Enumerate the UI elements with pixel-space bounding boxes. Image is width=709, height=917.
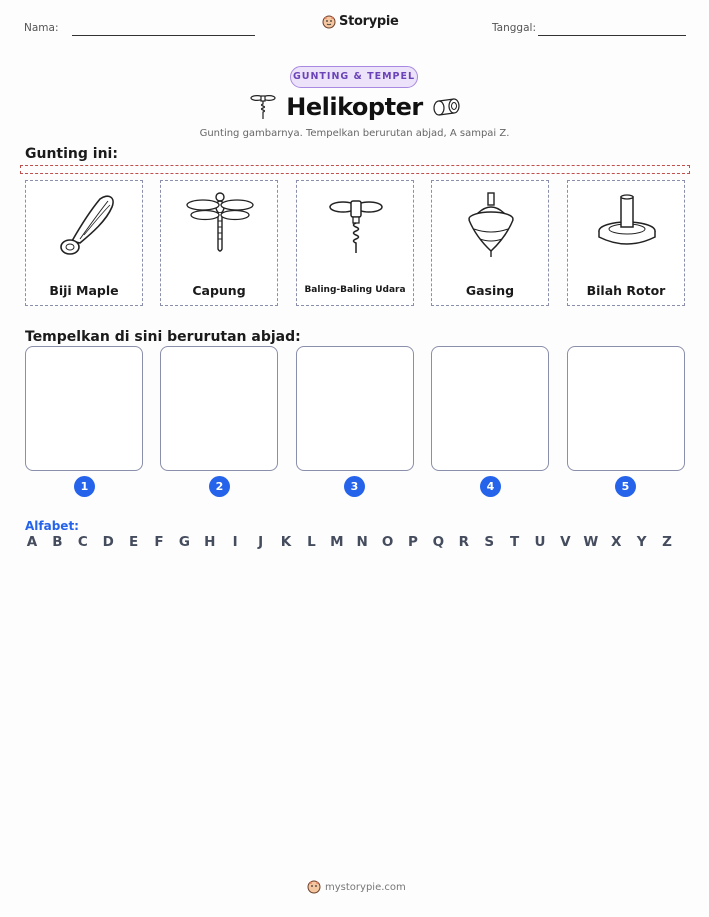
alphabet-letter: J <box>258 534 264 550</box>
alphabet-letter: C <box>77 534 88 550</box>
alphabet-letter: G <box>178 534 190 550</box>
brand-logo <box>322 14 399 29</box>
helicopter-rotor-part-icon <box>432 96 462 118</box>
alphabet-letter: E <box>128 534 139 550</box>
date-label: Tanggal: <box>492 22 536 34</box>
alphabet-letter: P <box>408 534 418 550</box>
cut-card-rotor-blade[interactable] <box>567 180 685 306</box>
instructions: Gunting gambarnya. Tempelkan berurutan abjad, A sampai Z. <box>199 128 510 139</box>
slot-number-badge: 5 <box>615 476 636 497</box>
alphabet-letter: I <box>232 534 238 550</box>
rotor-blade-icon <box>592 189 662 261</box>
alphabet-letter: U <box>534 534 546 550</box>
name-field[interactable] <box>72 35 255 36</box>
cut-line <box>20 165 690 174</box>
card-label: Biji Maple <box>49 283 119 298</box>
alphabet-letter: B <box>52 534 63 550</box>
alphabet-letter: T <box>509 534 520 550</box>
spinning-top-icon <box>456 189 526 261</box>
alphabet-letter: Z <box>662 534 672 550</box>
alphabet-letter: A <box>26 534 38 550</box>
paste-slot-5[interactable] <box>567 346 685 471</box>
cut-heading: Gunting ini: <box>25 146 118 162</box>
alphabet-letter: V <box>560 534 571 550</box>
alphabet-row <box>25 534 688 552</box>
footer <box>307 880 406 894</box>
alphabet-letter: K <box>280 534 292 550</box>
cut-card-dragonfly[interactable] <box>160 180 278 306</box>
alphabet-letter: D <box>102 534 114 550</box>
alphabet-letter: W <box>583 534 599 550</box>
cut-card-maple-seed[interactable] <box>25 180 143 306</box>
slot-number-badge: 4 <box>480 476 501 497</box>
worksheet-header <box>0 14 709 44</box>
alphabet-letter: N <box>356 534 368 550</box>
slot-number-badge: 3 <box>344 476 365 497</box>
name-label: Nama: <box>24 22 59 34</box>
paste-slot-2[interactable] <box>160 346 278 471</box>
alphabet-letter: F <box>154 534 164 550</box>
card-label: Gasing <box>465 283 515 298</box>
cut-card-spinning-top[interactable] <box>431 180 549 306</box>
paste-slot-1[interactable] <box>25 346 143 471</box>
alphabet-letter: Q <box>432 534 445 550</box>
alphabet-letter: O <box>381 534 394 550</box>
storypie-mascot-icon <box>322 15 336 29</box>
dragonfly-icon <box>185 189 255 261</box>
slot-number-badge: 2 <box>209 476 230 497</box>
footer-site: mystorypie.com <box>325 881 406 893</box>
air-propeller-icon <box>321 189 391 261</box>
paste-heading: Tempelkan di sini berurutan abjad: <box>25 329 301 345</box>
paste-slot-3[interactable] <box>296 346 414 471</box>
alphabet-letter: L <box>307 534 316 550</box>
date-field[interactable] <box>538 35 686 36</box>
brand-name: Storypie <box>339 14 399 29</box>
page-title: Helikopter <box>286 93 423 121</box>
alphabet-letter: R <box>458 534 469 550</box>
card-label: Capung <box>192 283 246 298</box>
maple-seed-icon <box>50 189 120 261</box>
title-row <box>0 92 709 124</box>
paste-slot-4[interactable] <box>431 346 549 471</box>
alphabet-heading: Alfabet: <box>25 519 79 533</box>
cut-card-air-propeller[interactable] <box>296 180 414 306</box>
storypie-mascot-icon <box>307 880 321 894</box>
alphabet-letter: H <box>204 534 216 550</box>
alphabet-letter: Y <box>636 534 647 550</box>
alphabet-letter: M <box>330 534 344 550</box>
alphabet-letter: S <box>484 534 495 550</box>
card-label: Baling-Baling Udara <box>304 285 406 295</box>
card-label: Bilah Rotor <box>586 283 666 298</box>
slot-number-badge: 1 <box>74 476 95 497</box>
activity-badge: GUNTING & TEMPEL <box>290 66 418 88</box>
alphabet-letter: X <box>610 534 622 550</box>
